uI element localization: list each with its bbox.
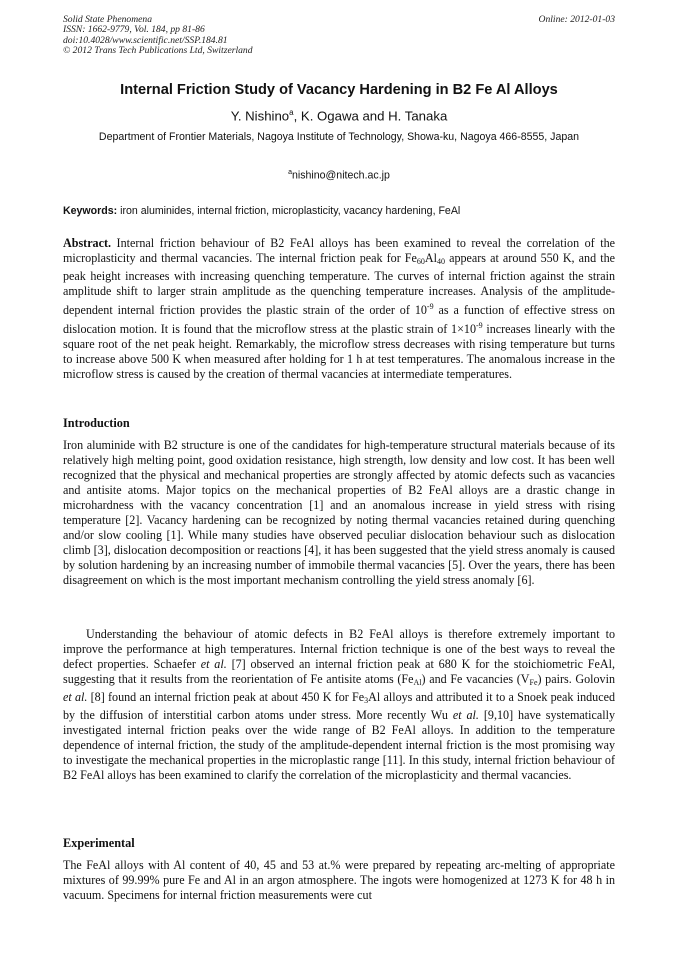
paragraph-text: Understanding the behaviour of atomic defects in B2 FeAl alloys is therefore extremely important to improve the performance at high temperatures. Internal friction technique is one of the best ways to reveal the defect properties. Schaefer: [63, 627, 615, 672]
paragraph-text: Al alloys and attributed it to a Snoek peak induced by the diffusion of interstitial carbon atoms under stress. More recently Wu: [63, 690, 615, 723]
online-date: Online: 2012-01-03: [538, 14, 615, 25]
abstract-subscript: 40: [437, 257, 445, 267]
author-list: [0, 104, 678, 124]
abstract-label: Abstract.: [63, 236, 112, 250]
experimental-paragraph-1: [63, 858, 615, 903]
abstract-subscript: 60: [416, 257, 425, 267]
paragraph-text: [7] observed an internal friction peak at 680 K for the stoichiometric FeAl, suggesting that it results from the reorientation of Fe antisite atoms (Fe: [63, 657, 615, 687]
paper-title: Internal Friction Study of Vacancy Hardening in B2 Fe Al Alloys: [120, 82, 558, 98]
abstract-text: as a function of effective stress on dislocation motion. It is found that the microflow stress at the plastic strain of 1×10: [63, 303, 615, 337]
introduction-paragraph-1: [63, 438, 615, 588]
paragraph-text: [8] found an internal friction peak at about 450 K for Fe: [87, 690, 365, 705]
paragraph-text: [9,10] have systematically investigated internal friction peaks over the wide range of B2 FeAl alloys. In addition to the temperature dependence of internal friction, the study of the amplitude-dependent internal friction is the most promising way to investigate the mechanical properties in the microplastic range [11]. In this study, internal friction behaviour of B2 FeAl alloys has been examined to clarify the correlation of the microplasticity and thermal vacancies.: [63, 708, 615, 783]
paragraph-text: ) pairs. Golovin: [537, 672, 616, 687]
introduction-paragraph-2: [63, 627, 615, 783]
paragraph-text: The FeAl alloys with Al content of 40, 45 and 53 at.% were prepared by repeating arc-melting of appropriate mixtures of 99.99% pure Fe and Al in an argon atmosphere. The ingots were homogenized at 1273 K for 48 h in vacuum. Specimens for internal friction measurements were cut: [63, 858, 615, 903]
introduction-heading: Introduction: [63, 416, 130, 430]
abstract-superscript: -9: [475, 321, 483, 331]
email-address: nishino@nitech.ac.jp: [291, 169, 390, 182]
paragraph-text: ) and Fe vacancies (V: [421, 672, 530, 687]
keywords-label: Keywords:: [63, 205, 118, 217]
keywords-text: iron aluminides, internal friction, microplasticity, vacancy hardening, FeAl: [117, 205, 461, 217]
author-first-mark: a: [289, 108, 294, 117]
et-al: et al.: [452, 708, 479, 723]
affiliation: Department of Frontier Materials, Nagoya Institute of Technology, Showa-ku, Nagoya 466-8555, Japan: [98, 131, 580, 143]
email-mark: a: [288, 169, 292, 176]
et-al: et al.: [63, 690, 88, 705]
keywords: [63, 204, 615, 218]
subscript: 3: [364, 696, 369, 706]
et-al: et al.: [200, 657, 227, 672]
abstract-text: increases linearly with the square root of the net peak height. Remarkably, the microflow stress decreases with rising temperature but turns to increase above 500 K when measured after holding for 1 h at test temperatures. The anomalous increase in the microflow stress is caused by the creation of thermal vacancies at intermediate temperatures.: [63, 322, 615, 382]
subscript: Fe: [529, 678, 538, 688]
abstract-superscript: -9: [426, 302, 434, 312]
author-first: Y. Nishino: [230, 108, 290, 124]
journal-name: Solid State Phenomena: [63, 14, 152, 25]
issn-line: ISSN: 1662-9779, Vol. 184, pp 81-86: [63, 24, 205, 36]
journal-meta: [63, 15, 253, 57]
paragraph-text: Iron aluminide with B2 structure is one of the candidates for high-temperature structural materials because of its relatively high melting point, good oxidation resistance, high strength, low density and low cost. It has been well recognized that the physical and mechanical properties are strongly affected by atomic defects such as vacancies and antisite atoms. Major topics on the mechanical properties of B2 FeAl alloys are a drastic change in microhardness with the vacancy concentration [1] and an anomalous increase in yield stress with rising temperature [2]. Vacancy hardening can be recognized by noting thermal vacancies retained during quenching and/or slow cooling [1]. While many studies have observed peculiar dislocation behaviour such as dislocation climb [3], dislocation decomposition or reactions [4], it has been suggested that the yield stress anomaly is caused by solution hardening by an increasing number of immobile thermal vacancies [5]. Over the years, there has been disagreement on which is the most important mechanism controlling the yield stress anomaly [6].: [63, 438, 615, 588]
experimental-heading: Experimental: [63, 836, 135, 850]
copyright-line: © 2012 Trans Tech Publications Ltd, Switzerland: [63, 45, 253, 57]
author-email: [0, 166, 678, 183]
abstract-text: Internal friction behaviour of B2 FeAl alloys has been examined to reveal the correlation of the microplasticity and thermal vacancies. The internal friction peak for Fe: [63, 236, 615, 266]
doi-line: doi:10.4028/www.scientific.net/SSP.184.81: [63, 34, 228, 46]
subscript: Al: [413, 678, 422, 688]
abstract-text: appears at around 550 K, and the peak height increases with increasing quenching temperature. The curves of internal friction against the strain amplitude shift to larger strain amplitude as the quenching temperature increases. Analysis of the amplitude-dependent internal friction provides the plastic strain of the order of 10: [63, 251, 615, 318]
abstract: [63, 236, 615, 382]
abstract-text: Al: [424, 251, 437, 266]
author-rest: , K. Ogawa and H. Tanaka: [293, 108, 448, 124]
